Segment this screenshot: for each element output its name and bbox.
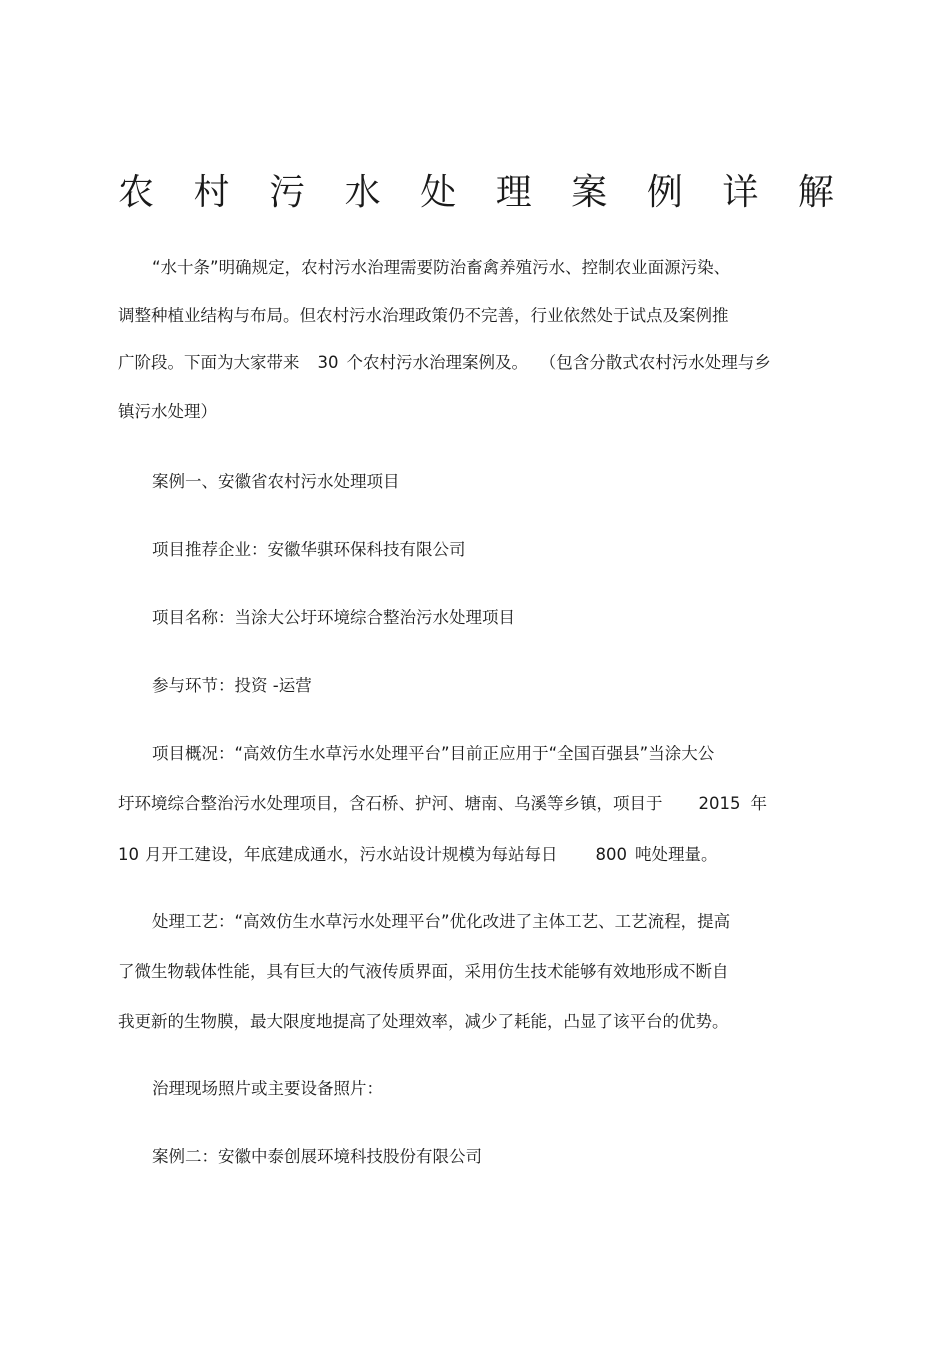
title-char: 污: [269, 172, 306, 213]
case1-heading: 案例一、安徽省农村污水处理项目: [152, 472, 400, 491]
case1-overview-line-1: 项目概况：“高效仿生水草污水处理平台”目前正应用于“全国百强县”当涂大公: [152, 744, 715, 763]
case1-process-line-1: 处理工艺：“高效仿生水草污水处理平台”优化改进了主体工艺、工艺流程，提高: [152, 912, 731, 931]
intro-line-3: [118, 351, 834, 375]
document-title: [118, 168, 834, 218]
case1-process-line-2: 了微生物载体性能，具有巨大的气液传质界面，采用仿生技术能够有效地形成不断自: [118, 962, 729, 981]
title-char: 详: [722, 172, 759, 213]
overview-text: 吨处理量。: [635, 845, 718, 864]
title-char: 案: [571, 172, 608, 213]
overview-text: 月开工建设，年底建成通水，污水站设计规模为每站每日: [145, 845, 558, 864]
intro-line-4: 镇污水处理）: [118, 402, 217, 421]
overview-text: 年: [750, 794, 767, 813]
case1-company: 项目推荐企业：安徽华骐环保科技有限公司: [152, 540, 466, 559]
title-char: 农: [118, 172, 155, 213]
title-char: 水: [344, 172, 381, 213]
title-char: 解: [797, 172, 834, 213]
overview-number: 10: [118, 845, 139, 864]
case1-photos-label: 治理现场照片或主要设备照片：: [152, 1079, 383, 1098]
title-char: 理: [495, 172, 532, 213]
overview-year: 2015: [698, 794, 741, 813]
intro-number: 30: [317, 353, 339, 372]
title-char: 例: [646, 172, 683, 213]
intro-text: （包含分散式农村污水处理与乡: [548, 353, 771, 372]
intro-line-2: 调整种植业结构与布局。但农村污水治理政策仍不完善，行业依然处于试点及案例推: [118, 306, 729, 325]
overview-text: 圩环境综合整治污水处理项目，含石桥、护河、塘南、乌溪等乡镇，项目于: [118, 794, 663, 813]
case1-overview-line-2: [118, 792, 834, 816]
title-char: 村: [193, 172, 230, 213]
case1-stage: 参与环节：投资 -运营: [152, 676, 312, 695]
intro-line-1: “水十条”明确规定，农村污水治理需要防治畜禽养殖污水、控制农业面源污染、: [152, 258, 731, 277]
case1-project-name: 项目名称：当涂大公圩环境综合整治污水处理项目: [152, 608, 515, 627]
overview-capacity: 800: [595, 845, 627, 864]
case2-heading: 案例二：安徽中泰创展环境科技股份有限公司: [152, 1147, 482, 1166]
intro-text: 广阶段。下面为大家带来: [118, 353, 300, 372]
title-char: 处: [420, 172, 457, 213]
case1-overview-line-3: [118, 843, 834, 867]
case1-process-line-3: 我更新的生物膜，最大限度地提高了处理效率，减少了耗能，凸显了该平台的优势。: [118, 1012, 729, 1031]
intro-text: 个农村污水治理案例及。: [346, 353, 528, 372]
